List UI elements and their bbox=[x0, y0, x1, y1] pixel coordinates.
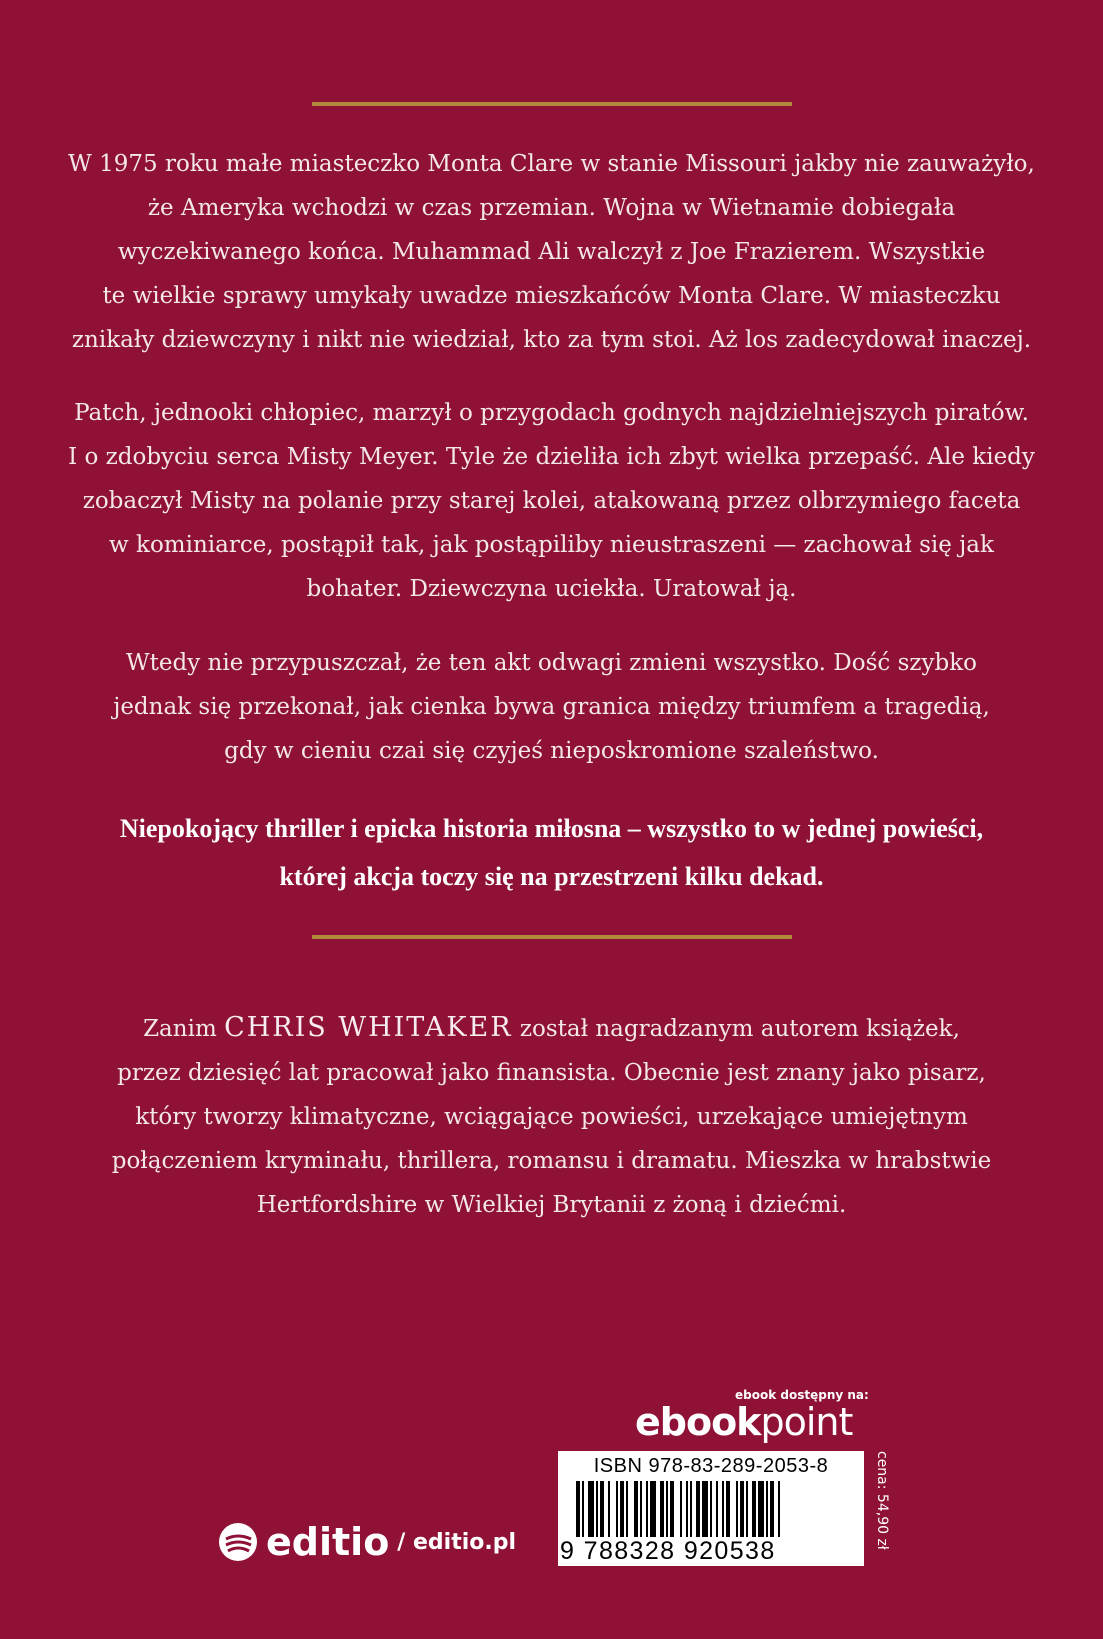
publisher-name: editio bbox=[266, 1520, 390, 1564]
blurb-line: że Ameryka wchodzi w czas przemian. Wojna w Wietnamie dobiegała bbox=[147, 195, 956, 221]
bio-line: przez dziesięć lat pracował jako finansista. Obecnie jest znany jako pisarz, bbox=[117, 1060, 986, 1086]
blurb-line: W 1975 roku małe miasteczko Monta Clare w stanie Missouri jakby nie zauważyło, bbox=[68, 151, 1035, 177]
blurb-paragraph-1 bbox=[60, 142, 1043, 362]
tagline-line: Niepokojący thriller i epicka historia miłosna – wszystko to w jednej powieści, bbox=[119, 814, 984, 843]
price-label: cena: 54,90 zł bbox=[874, 1451, 890, 1550]
barcode-box bbox=[558, 1451, 864, 1566]
tagline-line: której akcja toczy się na przestrzeni kilku dekad. bbox=[279, 862, 824, 891]
blurb-line: Wtedy nie przypuszczał, że ten akt odwagi zmieni wszystko. Dość szybko bbox=[126, 650, 977, 676]
top-gold-rule bbox=[312, 102, 792, 106]
bio-line: połączeniem kryminału, thrillera, romansu i dramatu. Mieszka w hrabstwie bbox=[111, 1148, 992, 1174]
blurb-line: bohater. Dziewczyna uciekła. Uratował ją. bbox=[306, 576, 797, 602]
author-bio bbox=[60, 1006, 1043, 1227]
bio-first-line bbox=[60, 1006, 1043, 1051]
blurb-line: zobaczył Misty na polanie przy starej kolei, atakowaną przez olbrzymiego faceta bbox=[82, 488, 1021, 514]
publisher-url: / editio.pl bbox=[397, 1529, 517, 1555]
blurb-line: gdy w cieniu czai się czyjeś nieposkromione szaleństwo. bbox=[224, 738, 879, 764]
ebookpoint-logo-bold: ebook bbox=[635, 1400, 761, 1444]
blurb-paragraph-3 bbox=[60, 641, 1043, 773]
publisher-logo bbox=[218, 1517, 516, 1567]
bio-line: który tworzy klimatyczne, wciągające powieści, urzekające umiejętnym bbox=[135, 1104, 968, 1130]
ebookpoint-logo-light: point bbox=[760, 1400, 853, 1444]
blurb-line: Patch, jednooki chłopiec, marzył o przygodach godnych najdzielniejszych piratów. bbox=[74, 400, 1029, 426]
isbn-text: ISBN 978-83-289-2053-8 bbox=[593, 1455, 829, 1477]
blurb-line: I o zdobyciu serca Misty Meyer. Tyle że dzieliła ich zbyt wielka przepaść. Ale kiedy bbox=[68, 444, 1035, 470]
blurb-line: w kominiarce, postąpił tak, jak postąpiliby nieustraszeni — zachował się jak bbox=[109, 532, 994, 558]
tagline bbox=[60, 805, 1043, 901]
blurb-line: wyczekiwanego końca. Muhammad Ali walczył z Joe Frazierem. Wszystkie bbox=[117, 239, 986, 265]
bio-prefix: Zanim bbox=[143, 1016, 225, 1042]
blurb-line: jednak się przekonał, jak cienka bywa granica między triumfem a tragedią, bbox=[113, 694, 990, 720]
blurb-line: znikały dziewczyny i nikt nie wiedział, kto za tym stoi. Aż los zadecydował inaczej. bbox=[71, 327, 1032, 353]
barcode-bars-icon bbox=[576, 1481, 854, 1537]
blurb-line: te wielkie sprawy umykały uwadze mieszkańców Monta Clare. W miasteczku bbox=[102, 283, 1001, 309]
bio-suffix: został nagradzanym autorem książek, bbox=[512, 1016, 960, 1042]
middle-gold-rule bbox=[312, 935, 792, 939]
blurb-paragraph-2 bbox=[60, 391, 1043, 611]
author-name: CHRIS WHITAKER bbox=[224, 1012, 513, 1043]
bio-line: Hertfordshire w Wielkiej Brytanii z żoną i dziećmi. bbox=[256, 1192, 847, 1218]
editio-wave-icon bbox=[218, 1522, 258, 1562]
ebookpoint-logo bbox=[635, 1400, 852, 1444]
ebook-note: ebook dostępny na: bbox=[735, 1388, 869, 1402]
barcode-digits: 9 788328 920538 bbox=[560, 1537, 776, 1565]
